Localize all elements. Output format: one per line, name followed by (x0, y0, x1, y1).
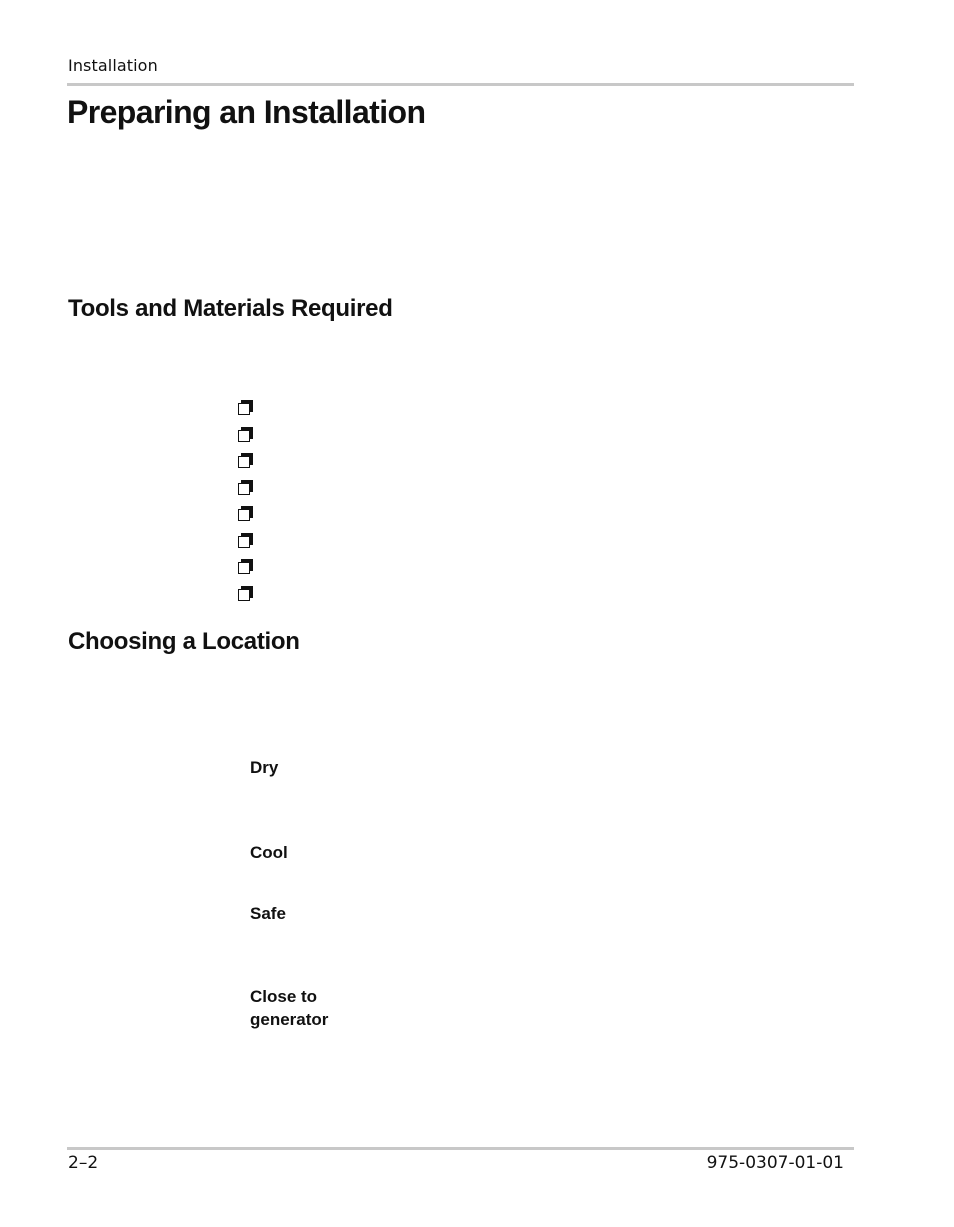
checkbox-icon (238, 536, 250, 548)
checkbox-icon (238, 430, 250, 442)
choosing-location-heading: Choosing a Location (68, 628, 300, 655)
checkbox-icon (238, 403, 250, 415)
checkbox-icon (238, 509, 250, 521)
document-number: 975-0307-01-01 (706, 1153, 844, 1173)
page-number: 2–2 (68, 1153, 99, 1173)
location-term-dry: Dry (250, 758, 279, 777)
checkbox-icon (238, 483, 250, 495)
footer-rule (67, 1147, 854, 1150)
page-title: Preparing an Installation (67, 94, 426, 130)
checkbox-icon (238, 456, 250, 468)
running-head: Installation (68, 56, 158, 75)
checkbox-icon (238, 589, 250, 601)
header-rule (67, 83, 854, 86)
location-term-safe: Safe (250, 904, 286, 923)
tools-materials-heading: Tools and Materials Required (68, 295, 393, 322)
location-term-cool: Cool (250, 843, 288, 862)
location-term-close-to-generator: Close to generator (250, 987, 329, 1029)
checkbox-icon (238, 562, 250, 574)
